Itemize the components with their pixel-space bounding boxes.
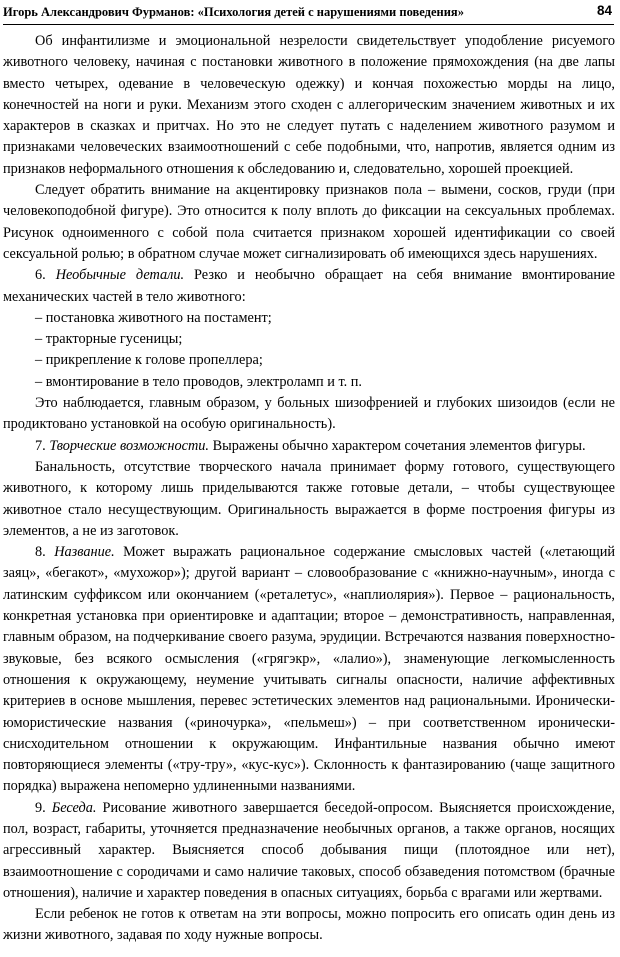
paragraph-creative [3,436,615,457]
list-item: – прикрепление к голове пропеллера; [35,352,263,369]
paragraph-sex-features: Следует обратить внимание на акцентировку признаков пола – вымени, сосков, груди (при человекоподобной фигуре). Это относится к полу вплоть до фиксации на сексуальных проблемах. Рисунок одноименного с собой пола считается признаком хорошей идентификации со своей сексуальной ролью; в обратном случае может сигнализировать об имеющихся здесь нарушениях. [3,182,615,262]
list-item: – вмонтирование в тело проводов, электроламп и т. п. [35,373,363,390]
item-number: 8. [35,544,46,561]
page-header [3,2,614,25]
list-item: – тракторные гусеницы; [35,331,183,348]
section-title: Название. [54,544,115,561]
paragraph-text: Рисование животного завершается беседой-опросом. Выясняется происхождение, пол, возраст, габариты, уточняется предназначение необычных органов, а также органов, носящих агрессивный характер. Выясняется способ добывания пищи (плотоядное или нет), взаимоотношение с сородичами и само наличие таковых, способ обзаведения потомством (брачные отношения), наличие и характер поведения в опасных ситуациях, борьба с врагами или жертвами. [3,799,615,901]
item-number: 9. [35,799,46,816]
running-title: Игорь Александрович Фурманов: «Психология детей с нарушениями поведения» [3,5,464,19]
paragraph-schizophrenia: Это наблюдается, главным образом, у больных шизофренией и глубоких шизоидов (если не продиктовано установкой на особую оригинальность). [3,395,615,433]
page-body [3,31,615,947]
section-title: Беседа. [51,799,97,816]
paragraph-text: Может выражать рациональное содержание смысловых частей («летающий заяц», «бегакот», «мухожор»); другой вариант – словообразование с «книжно-научным», иногда с латинским суффиксом или окончанием («реталетус», «наплиолярия»). Первое – рациональность, конкретная установка при ориентировке и адаптации; второе – демонстративность, направленная, главным образом, на подчеркивание своего разума, эрудиции. Встречаются названия поверхностно-звуковые, без всякого осмысления («грягэкр», «лалио»), знаменующие легкомысленность отношения к окружающему, неумение учитывать сигналы опасности, наличие аффективных критериев в основе мышления, перевес эстетических элементов над рациональными. Иронически-юмористические названия («риночурка», «пельмеш») – при соответственном иронически-снисходительном отношении к окружающим. Инфантильные названия обычно имеют повторяющиеся элементы («тру-тру», «кус-кус»). Склонность к фантазированию (чаще защитного порядка) выражена непомерно удлиненными названиями. [3,544,615,795]
item-number: 7. [35,437,46,454]
list-item: – постановка животного на постамент; [35,309,272,326]
paragraph-text: Резко и необычно обращает на себя внимание вмонтирование механических частей в тело животного: [3,267,616,305]
paragraph-infantilism: Об инфантилизме и эмоциональной незрелости свидетельствует уподобление рисуемого животного человеку, начиная с постановки животного в положение прямохождения (на две лапы вместо четырех, одевание в человеческую одежку) и кончая похожестью морды на лицо, конечностей на ноги и руки. Механизм этого сходен с аллегорическим значением животных и их характеров в сказках и притчах. Но это не следует путать с наделением животного разумом и признаками человеческих взаимоотношений с себе подобными, что, напротив, является одним из признаков неформального отношения к обследованию и, следовательно, хорошей проекцией. [3,33,615,177]
paragraph-conversation [3,798,615,904]
item-number: 6. [35,267,46,284]
section-title: Необычные детали. [55,267,185,284]
paragraph-name [3,542,615,798]
paragraph-unusual-details [3,265,615,308]
paragraph-banality: Банальность, отсутствие творческого начала принимает форму готового, существующего животного, к которому лишь приделываются также готовые детали, – чтобы существующее животное стало несуществующим. Оригинальность выражается в форме построения фигуры из элементов, а не из заготовок. [3,458,615,539]
paragraph-closing: Если ребенок не готов к ответам на эти вопросы, можно попросить его описать один день из жизни животного, задавая по ходу нужные вопросы. [3,906,615,944]
section-title: Творческие возможности. [49,437,210,454]
paragraph-text: Выражены обычно характером сочетания элементов фигуры. [209,437,586,454]
page-number: 84 [596,3,612,18]
